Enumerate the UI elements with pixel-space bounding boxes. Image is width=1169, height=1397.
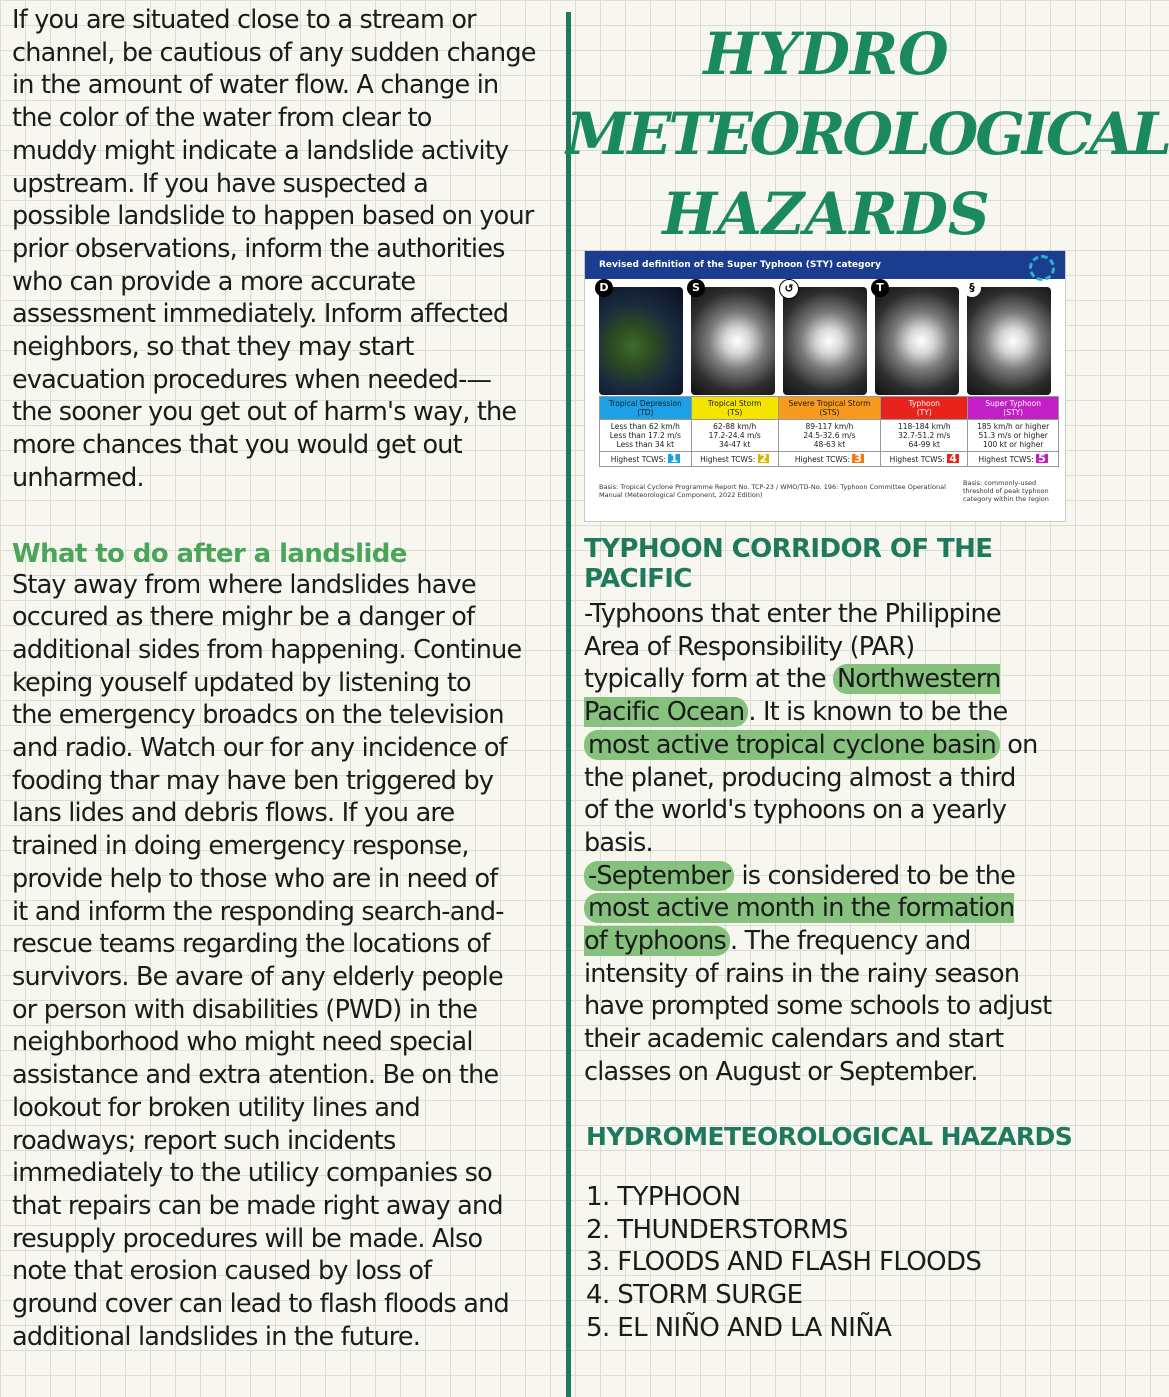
after-landslide-paragraph: Stay away from where landslides have occured as there mighr be a danger of additional sides from happening. Continue keping youself updated by listening to the emergency broadcs on the television and radio. Watch our for any incidence of fooding thar may have ben triggered by lans lides and debris flows. If you are trained in doing emergency response, provide help to those who are in need of it and inform the responding search-and- rescue teams regarding the locations of survivors. Be avare of any elderly people or person with disabilities (PWD) in the neighborhood who might need special assistance and extra atention. Be on the lookout for broken utility lines and roadways; report such incidents immediately to the utilicy companies so that repairs can be made right away and resupply procedures will be made. Also note that erosion caused by loss of ground cover can lead to flash floods and additional landslides in the future. xyxy=(12,569,522,1352)
column-divider xyxy=(566,12,571,1397)
corridor-heading: TYPHOON CORRIDOR OF THE PACIFIC xyxy=(584,534,993,594)
highlight-northwestern-pacific: Northwestern Pacific Ocean xyxy=(584,664,1001,728)
list-item: 4. STORM SURGE xyxy=(586,1280,803,1311)
category-ts: Tropical Storm (TS) xyxy=(691,397,778,420)
tcws-sty: Highest TCWS: 5 xyxy=(968,452,1059,467)
satellite-image-ty xyxy=(875,281,959,395)
satellite-image-ts xyxy=(691,281,775,395)
corridor-section xyxy=(584,534,1074,1089)
category-sty: Super Typhoon (STY) xyxy=(968,397,1059,420)
wind-speed-ts: 62-88 km/h 17.2-24.4 m/s 34-47 kt xyxy=(691,420,778,452)
page-title xyxy=(566,14,1169,254)
wind-speed-sty: 185 km/h or higher 51.3 m/s or higher 100 kt or higher xyxy=(968,420,1059,452)
title-line-1: HYDRO xyxy=(703,20,949,88)
highlight-active-basin: most active tropical cyclone basin xyxy=(584,730,1000,760)
category-ty: Typhoon (TY) xyxy=(881,397,968,420)
tcws-row xyxy=(600,452,1059,467)
hazards-list xyxy=(586,1181,1076,1345)
tcws-td: Highest TCWS: 1 xyxy=(600,452,692,467)
storm-symbol-icon: ↺ xyxy=(779,279,799,299)
highlight-september: -September xyxy=(584,861,734,891)
landslide-intro-paragraph: If you are situated close to a stream or channel, be cautious of any sudden change in the amount of water flow. A change in the color of the water from clear to muddy might indicate a landslide activity upstream. If you have suspected a possible landslide to happen based on your prior observations, inform the authorities who can provide a more accurate assessment immediately. Inform affected neighbors, so that they may start evacuation procedures when needed-— the sooner you get out of harm's way, the more chances that you would get out unharmed. xyxy=(12,5,536,493)
category-badge: T xyxy=(871,279,889,297)
wind-speed-sts: 89-117 km/h 24.5-32.6 m/s 48-63 kt xyxy=(778,420,880,452)
list-item: 5. EL NIÑO AND LA NIÑA xyxy=(586,1312,892,1343)
tcws-ty: Highest TCWS: 4 xyxy=(881,452,968,467)
title-line-2: METEOROLOGICAL xyxy=(566,100,1169,168)
corridor-paragraph-2: -September is considered to be the most active month in the formation of typhoons . The frequency and intensity of rains in the rainy season have prompted some schools to adjust their academic calendars and start classes on August or September. xyxy=(584,860,1052,1087)
corridor-paragraph-1: -Typhoons that enter the Philippine Area of Responsibility (PAR) typically form at the Northwestern Pacific Ocean . It is known to be the most active tropical cyclone basin on the planet, producing almost a third of the world's typhoons on a yearly basis. xyxy=(584,599,1038,858)
wind-speed-row xyxy=(600,420,1059,452)
left-column xyxy=(12,4,552,1353)
wind-speed-ty: 118-184 km/h 32.7-51.2 m/s 64-99 kt xyxy=(881,420,968,452)
satellite-image-sts xyxy=(783,282,867,395)
list-item: 1. TYPHOON xyxy=(586,1182,741,1212)
after-landslide-heading: What to do after a landslide xyxy=(12,538,407,569)
category-badge: S xyxy=(687,279,705,297)
infographic-footnote: Basis: Tropical Cyclone Programme Report No. TCP-23 / WMO/TD-No. 196: Typhoon Committee Operational Manual (Meteorological Component, 2022 Edition) xyxy=(599,483,946,499)
satellite-image-sty xyxy=(967,281,1051,395)
wind-speed-td: Less than 62 km/h Less than 17.2 m/s Less than 34 kt xyxy=(600,420,692,452)
highlight-most-active-month: most active month in the formation of typhoons xyxy=(584,893,1015,957)
tcws-ts: Highest TCWS: 2 xyxy=(691,452,778,467)
satellite-image-row xyxy=(599,281,1059,397)
agency-logo-icon xyxy=(1029,255,1055,281)
hazards-section xyxy=(586,1122,1076,1345)
satellite-image-td xyxy=(599,281,683,395)
infographic-header: Revised definition of the Super Typhoon (STY) category xyxy=(585,251,1065,279)
category-td: Tropical Depression (TD) xyxy=(600,397,692,420)
infographic-basis-note: Basis: commonly-used threshold of peak typhoon category within the region xyxy=(963,479,1049,503)
right-column xyxy=(566,4,1169,254)
hazards-heading: HYDROMETEOROLOGICAL HAZARDS xyxy=(586,1122,1073,1151)
category-header-row xyxy=(600,397,1059,420)
super-typhoon-infographic xyxy=(584,250,1066,522)
tcws-sts: Highest TCWS: 3 xyxy=(778,452,880,467)
category-table xyxy=(599,396,1059,467)
category-sts: Severe Tropical Storm (STS) xyxy=(778,397,880,420)
title-line-3: HAZARDS xyxy=(662,180,990,248)
storm-symbol-icon: § xyxy=(963,279,981,297)
list-item: 2. THUNDERSTORMS xyxy=(586,1214,848,1245)
list-item: 3. FLOODS AND FLASH FLOODS xyxy=(586,1247,982,1278)
category-badge: D xyxy=(595,279,613,297)
